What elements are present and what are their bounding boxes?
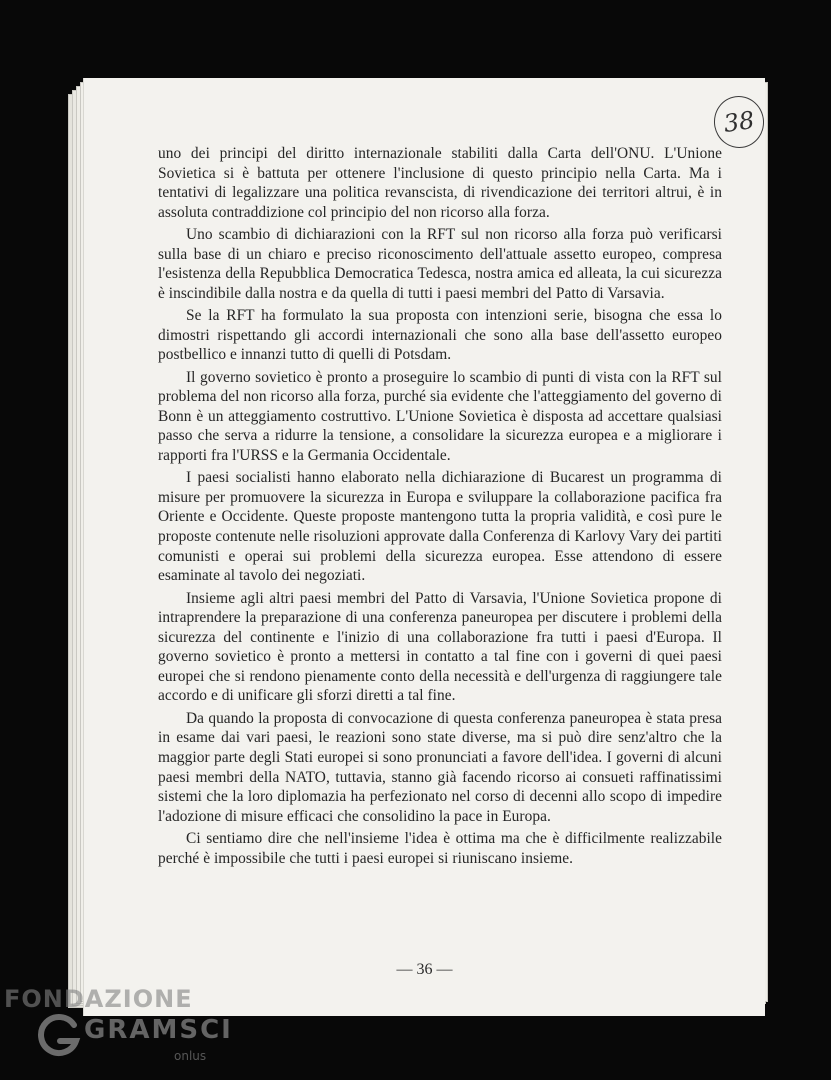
watermark-logo — [4, 985, 244, 1080]
g-logo-icon — [34, 1011, 82, 1059]
handwritten-page-number: 38 — [711, 93, 768, 151]
paragraph: Il governo sovietico è pronto a proseguire lo scambio di punti di vista con la RFT sul problema del non ricorso alla forza, purché sia evidente che l'atteggiamento del governo di Bonn è un atteggiamento costruttivo. L'Unione Sovietica è disposta ad accettare qualsiasi passo che serva a ridurre la tensione, a consolidare la sicurezza europea e a migliorare i rapporti fra l'URSS e la Germania Occidentale. — [158, 368, 722, 464]
paragraph: Insieme agli altri paesi membri del Patto di Varsavia, l'Unione Sovietica propone di intraprendere la preparazione di una conferenza paneuropea per discutere i problemi della sicurezza del continente e l'inizio di una collaborazione fra tutti i paesi d'Europa. Il governo sovietico è pronto a mettersi in contatto a tal fine con i governi di quei paesi europei che si rendono pienamente conto della necessità e dell'urgenza di raggiungere tale accordo e di unificare gli sforzi diretti a tal fine. — [158, 589, 722, 705]
paragraph: Da quando la proposta di convocazione di questa conferenza paneuropea è stata presa in esame dai vari paesi, le reazioni sono state diverse, ma si può dire senz'altro che la maggior parte degli Stati europei si sono pronunciati a favore dell'idea. I governi di alcuni paesi membri della NATO, tuttavia, stanno già facendo ricorso ai consueti raffinatissimi sistemi che la loro diplomazia ha perfezionato nel corso di decenni allo scopo di impedire l'adozione di misure efficaci che consolidino la pace in Europa. — [158, 709, 722, 825]
paragraph: Ci sentiamo dire che nell'insieme l'idea è ottima ma che è difficilmente realizzabile perché è impossibile che tutti i paesi europei si riuniscano insieme. — [158, 830, 722, 867]
paragraph: Se la RFT ha formulato la sua proposta con intenzioni serie, bisogna che essa lo dimostri rispettando gli accordi internazionali che sono alla base dell'assetto europeo postbellico e innanzi tutto di quelli di Potsdam. — [158, 307, 722, 364]
watermark-line3: onlus — [174, 1049, 207, 1063]
paragraph: uno dei principi del diritto internazionale stabiliti dalla Carta dell'ONU. L'Unione Sovietica si è battuta per ottenere l'inclusione di questo principio nella Carta. Ma i tentativi di legalizzare una politica revanscista, di rivendicazione dei territori altrui, è in assoluta contraddizione col principio del non ricorso alla forza. — [158, 145, 722, 221]
document-page — [84, 78, 765, 1016]
paragraph: I paesi socialisti hanno elaborato nella dichiarazione di Bucarest un programma di misure per promuovere la sicurezza in Europa e sviluppare la collaborazione pacifica fra Oriente e Occidente. Queste proposte mantengono tutta la propria validità, e così pure le proposte contenute nelle risoluzioni approvate dalla Conferenza di Karlovy Vary dei partiti comunisti e operai sui problemi della sicurezza europea. Esse attendono di essere esaminate al tavolo dei negoziati. — [158, 469, 722, 585]
paragraph: Uno scambio di dichiarazioni con la RFT sul non ricorso alla forza può verificarsi sulla base di un chiaro e preciso riconoscimento dell'attuale assetto europeo, compresa l'esistenza della Repubblica Democratica Tedesca, nostra amica ed alleata, la cui sicurezza è inscindibile dalla nostra e da quella di tutti i paesi membri del Patto di Varsavia. — [158, 226, 722, 302]
watermark-line2: GRAMSCI — [84, 1015, 233, 1045]
watermark-line1: FONDAZIONE — [4, 985, 193, 1013]
body-text — [158, 144, 722, 871]
page-number: — 36 — — [396, 961, 453, 978]
